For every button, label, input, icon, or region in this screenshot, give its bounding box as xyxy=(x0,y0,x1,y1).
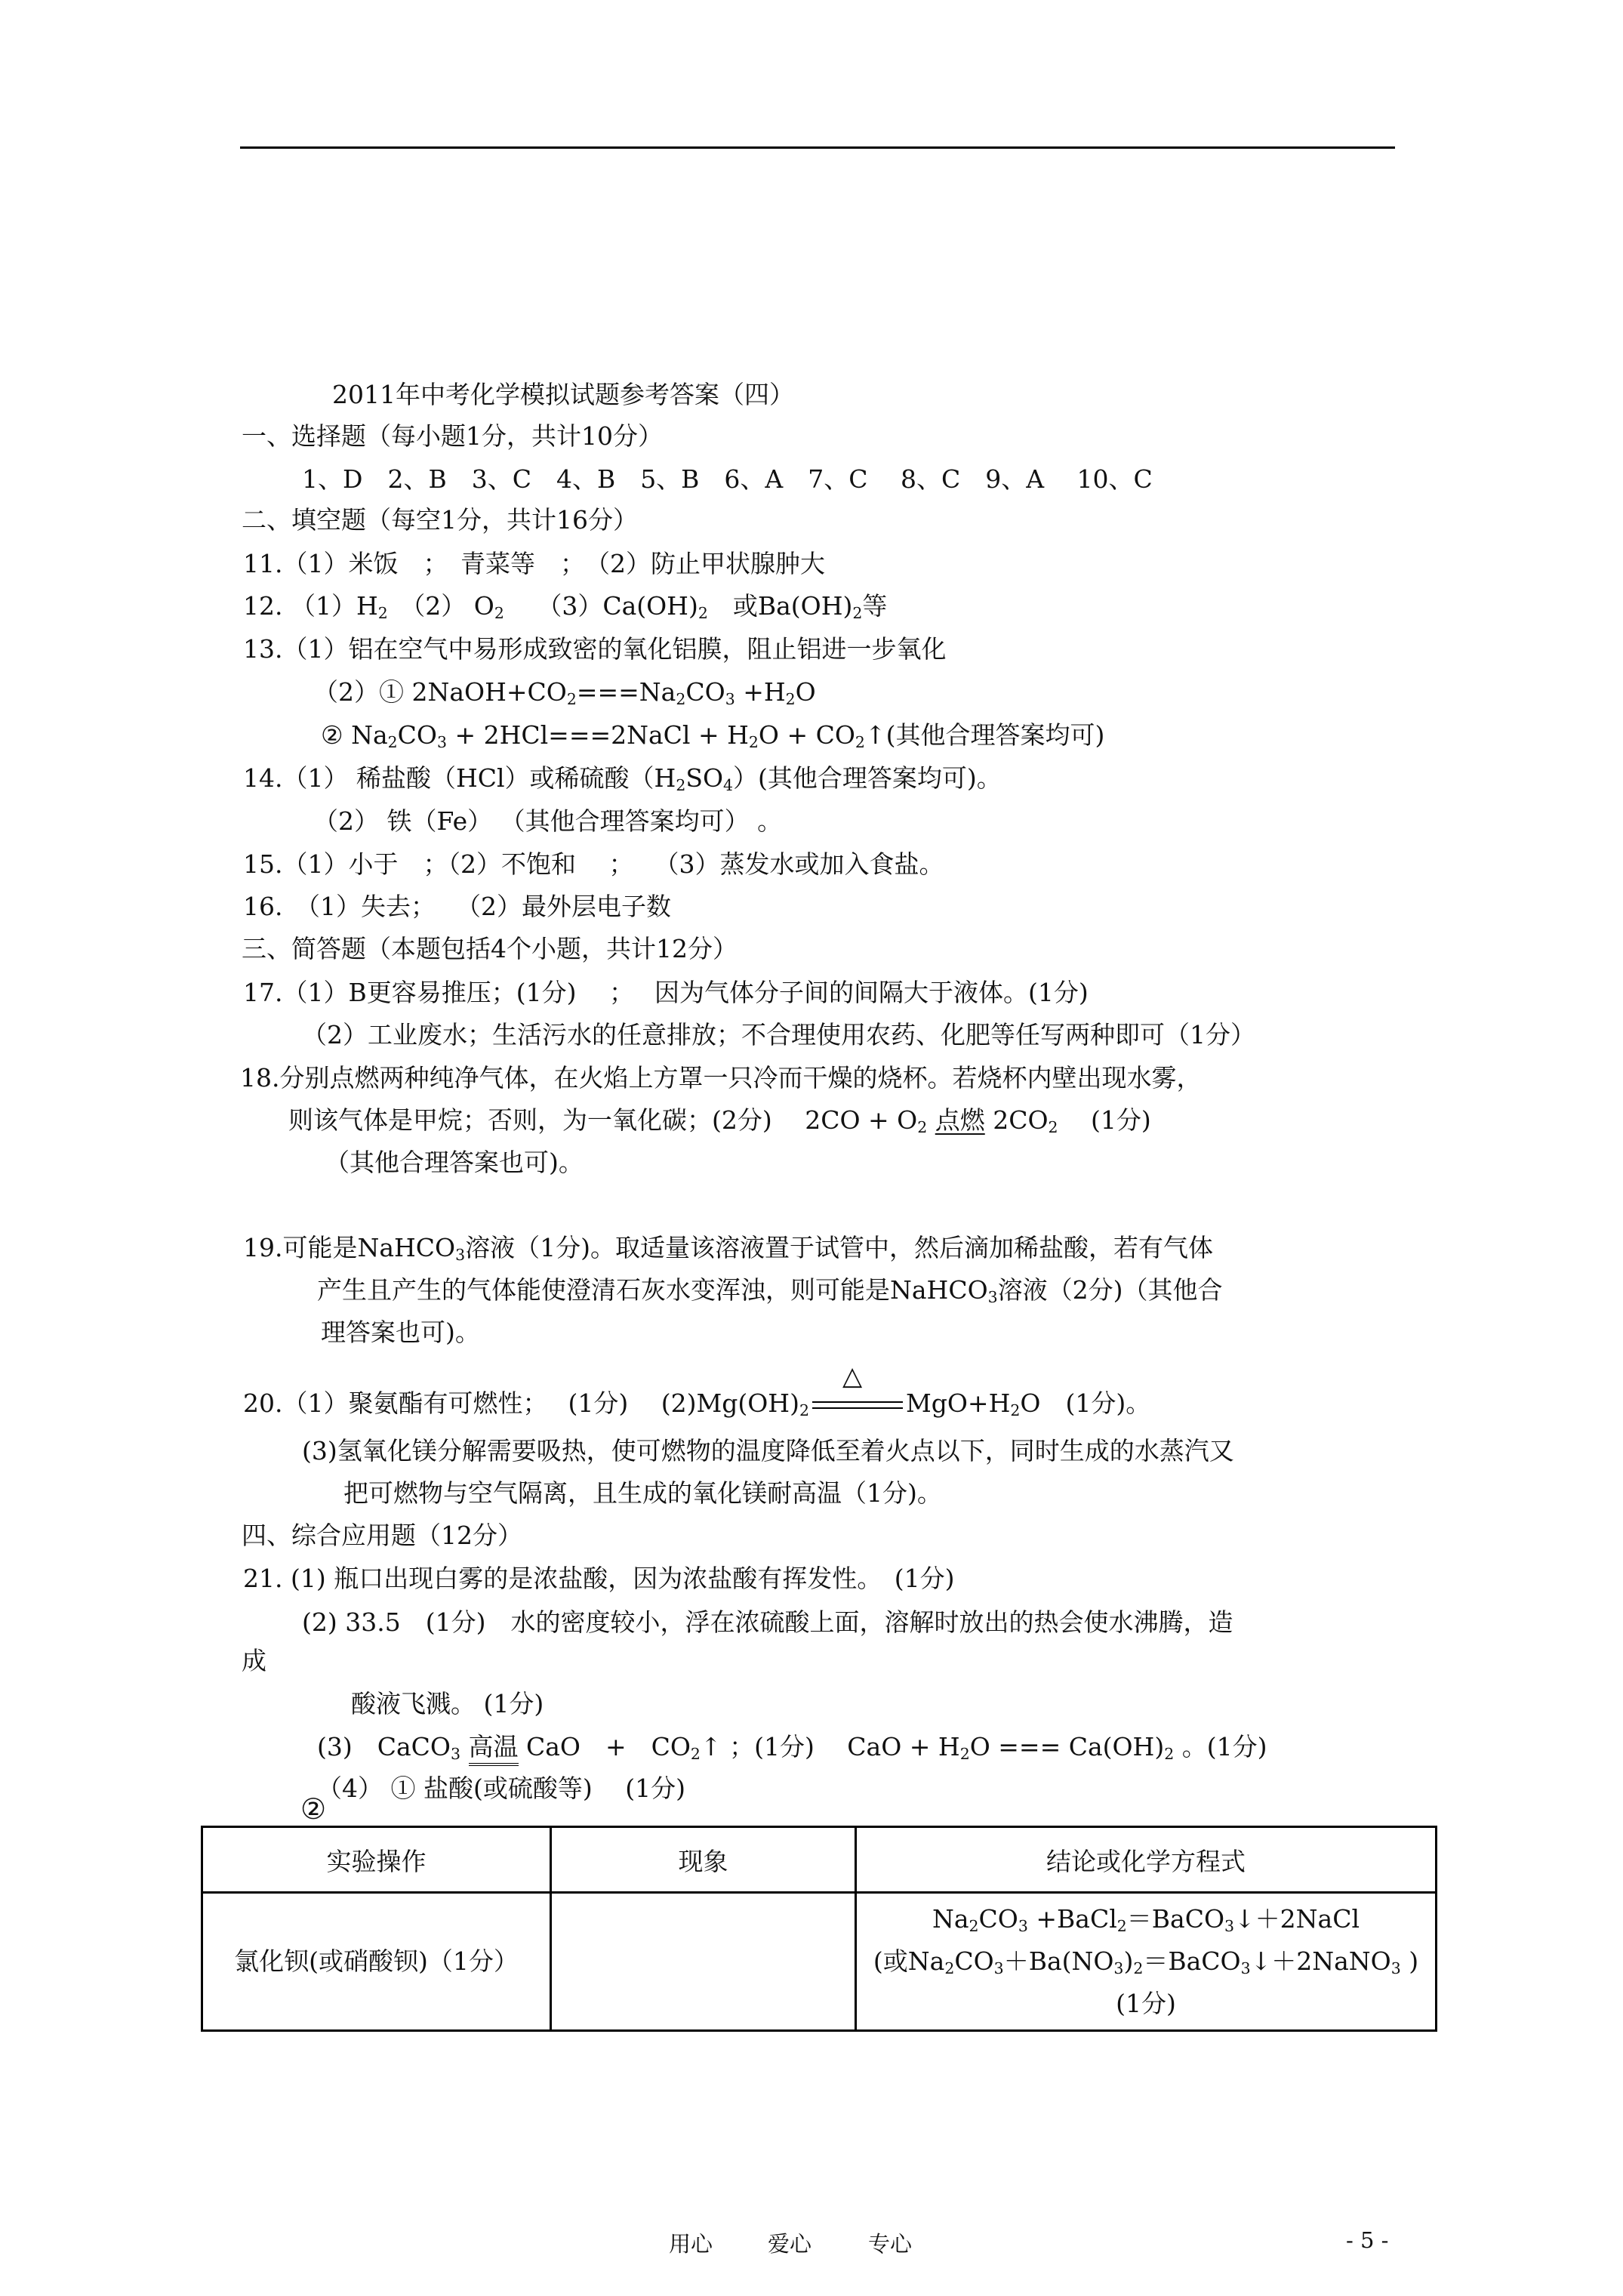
q21-part1: 21. (1) 瓶口出现白雾的是浓盐酸，因为浓盐酸有挥发性。 (1分) xyxy=(243,1564,955,1593)
sec4-heading: 四、综合应用题（12分） xyxy=(242,1521,522,1550)
equation-line-2: (或$Na_2CO_3+Ba(NO_3)_2=BaCO_3↓+2NaNO_3$ ) xyxy=(873,1946,1419,1978)
q14-part2: （2） 铁（Fe） （其他合理答案均可） 。 xyxy=(313,806,783,836)
table-cell-phenomenon xyxy=(551,1893,856,2031)
footer-motto-1: 用心 xyxy=(669,2231,713,2257)
table-cell-conclusion xyxy=(856,1893,1437,2031)
sec1-answers: 1、D 2、B 3、C 4、B 5、B 6、A 7、C 8、C 9、A 10、C xyxy=(302,464,1153,494)
table-header-row xyxy=(202,1827,1437,1893)
q18-part1: 18.分别点燃两种纯净气体，在火焰上方罩一只冷而干燥的烧杯。若烧杯内壁出现水雾， xyxy=(240,1063,1202,1093)
q18-part3: （其他合理答案也可)。 xyxy=(325,1148,584,1177)
q21-part2-wrap: 成 xyxy=(242,1646,266,1675)
q13-part3: ② $Na_2CO_3$ + 2HCl===2NaCl + $H_2O$ + $CO_2↑$(其他合理答案均可) xyxy=(321,720,1105,752)
q21-part6: ② xyxy=(300,1792,327,1826)
q15: 15.（1）小于 ；（2）不饱和 ； （3）蒸发水或加入食盐。 xyxy=(243,849,944,879)
page-number: - 5 - xyxy=(1346,2227,1389,2253)
q17-part1: 17.（1）B更容易推压；(1分) ； 因为气体分子间的间隔大于液体。(1分) xyxy=(243,978,1089,1007)
q17-part2: （2）工业废水；生活污水的任意排放；不合理使用农药、化肥等任写两种即可（1分） xyxy=(302,1020,1255,1049)
equation-line-1: $Na_2CO_3$ +BaCl$_2$＝BaCO$_3$↓＋2NaCl xyxy=(932,1903,1360,1935)
table-header: 现象 xyxy=(551,1827,856,1893)
q13-part1: 13.（1）铝在空气中易形成致密的氧化铝膜，阻止铝进一步氧化 xyxy=(243,634,947,664)
q20-part2: (3)氢氧化镁分解需要吸热，使可燃物的温度降低至着火点以下，同时生成的水蒸汽又 xyxy=(302,1436,1234,1465)
table-cell-operation: 氯化钡(或硝酸钡)（1分） xyxy=(202,1893,551,2031)
page-title: 2011年中考化学模拟试题参考答案（四） xyxy=(332,380,794,409)
q19-part3: 理答案也可)。 xyxy=(321,1318,480,1347)
q20-part1: 20.（1）聚氨酯有可燃性； (1分) $(2)Mg(OH)_2$ △ $MgO+H_2O$ (1分)。 xyxy=(243,1361,1151,1420)
q21-part3: 酸液飞溅。 (1分) xyxy=(351,1689,544,1718)
q18-part2: 则该气体是甲烷；否则，为一氧化碳；(2分) $2CO + O_2$ 点燃 $2CO_2$ (1分) xyxy=(288,1105,1151,1137)
heating-condition: △ xyxy=(812,1394,903,1416)
footer-motto-3: 专心 xyxy=(868,2231,913,2257)
sec2-heading: 二、填空题（每空1分，共计16分） xyxy=(242,505,638,535)
q11: 11.（1）米饭 ； 青菜等 ； （2）防止甲状腺肿大 xyxy=(243,549,825,578)
q12: 12. $(1)H_2$ （2） $O_2$ $(3)Ca(OH)_2$ 或$Ba(OH)_2$等 xyxy=(243,591,888,623)
q20-part3: 把可燃物与空气隔离，且生成的氧化镁耐高温（1分)。 xyxy=(343,1478,942,1508)
table-row xyxy=(202,1893,1437,2031)
q14-part1: 14.（1） 稀盐酸（HCl）或稀硫酸$(H_2SO_4)$(其他合理答案均可)。 xyxy=(243,763,1002,795)
answer-table xyxy=(201,1826,1437,2032)
q19-part2: 产生且产生的气体能使澄清石灰水变浑浊，则可能是NaHCO$_3$溶液（2分)（其他合 xyxy=(317,1275,1223,1307)
q13-part2: （2）① $2NaOH+CO_2===Na_2CO_3 +H_2O$ xyxy=(313,677,816,709)
table-header: 实验操作 xyxy=(202,1827,551,1893)
q21-part5: （4） ① 盐酸(或硫酸等) (1分) xyxy=(317,1774,685,1803)
q21-part2: (2) 33.5 (1分) 水的密度较小，浮在浓硫酸上面，溶解时放出的热会使水沸腾，造 xyxy=(302,1607,1233,1637)
q16: 16. （1）失去； （2）最外层电子数 xyxy=(243,892,671,921)
sec1-heading: 一、选择题（每小题1分，共计10分） xyxy=(242,421,663,451)
sec3-heading: 三、简答题（本题包括4个小题，共计12分） xyxy=(242,934,738,963)
equation-line-3: (1分) xyxy=(1116,1989,1176,2019)
q19-part1: 19.可能是NaHCO$_3$溶液（1分)。取适量该溶液置于试管中，然后滴加稀盐酸，若有气体 xyxy=(243,1233,1214,1265)
q21-part4: (3) CaCO$_3$ 高温 CaO + $CO_2↑$ ；(1分) CaO + $H_2O$ === $Ca(OH)_2$ 。(1分) xyxy=(317,1734,1267,1759)
table-header: 结论或化学方程式 xyxy=(856,1827,1437,1893)
header-rule xyxy=(240,146,1395,149)
footer-motto-2: 爱心 xyxy=(768,2231,812,2257)
